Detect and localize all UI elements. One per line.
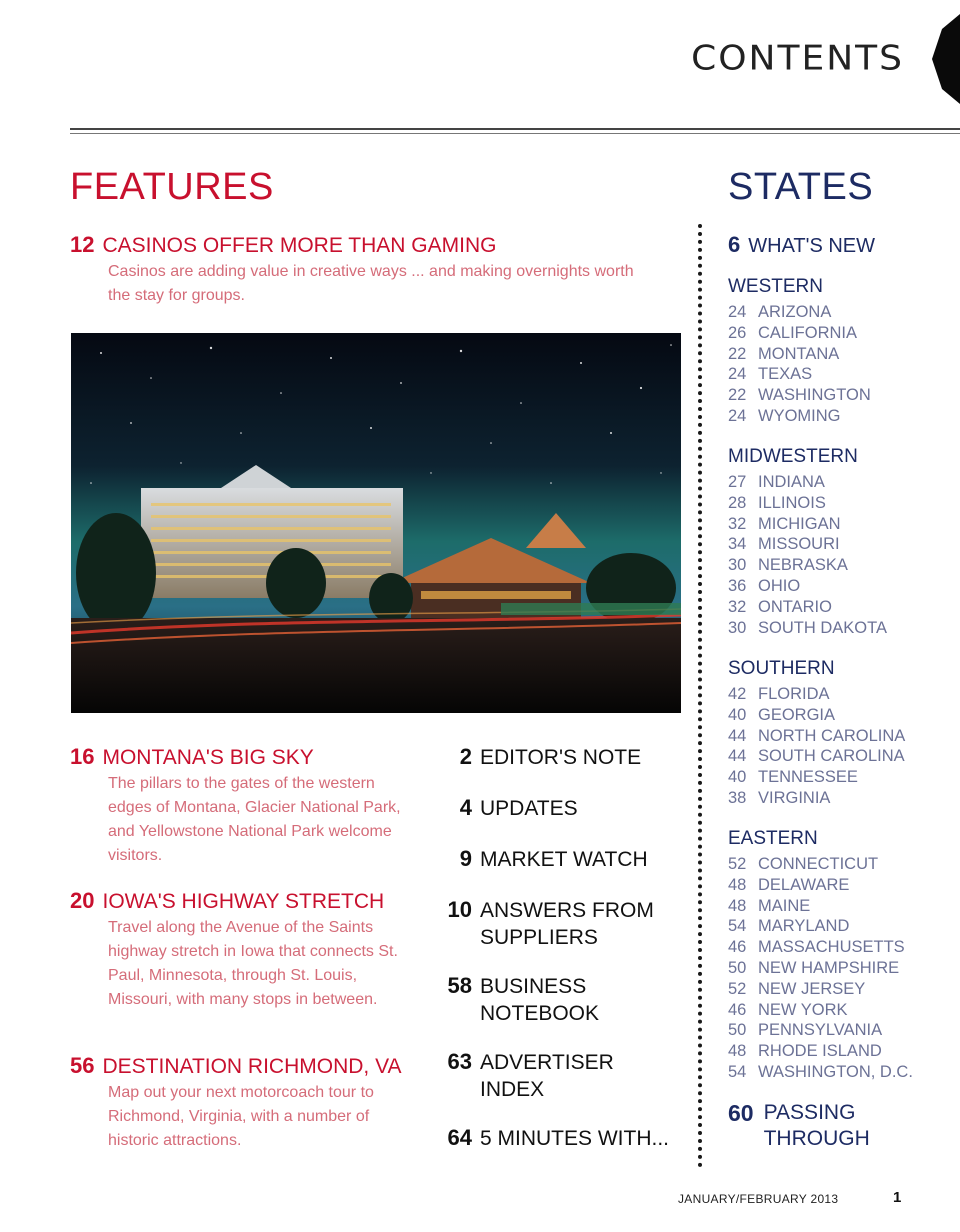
state-page-number: 32 (728, 597, 747, 616)
state-page-number: 54 (728, 1062, 747, 1081)
state-page-number: 48 (728, 875, 747, 894)
state-page-number: 22 (728, 386, 747, 405)
state-page-number: 27 (728, 473, 747, 491)
state-item[interactable] (728, 684, 905, 705)
state-item[interactable] (728, 472, 887, 493)
state-name: MONTANA (758, 344, 840, 363)
state-item[interactable] (728, 514, 887, 535)
state-page-number: 46 (728, 1000, 747, 1019)
dept-label: EDITOR'S NOTE (480, 746, 642, 769)
region-southern: SOUTHERN (728, 658, 835, 679)
dept-page-number: 63 (447, 1049, 472, 1074)
state-name: CONNECTICUT (758, 855, 879, 873)
dept-label: 5 MINUTES WITH... (480, 1127, 669, 1150)
state-item[interactable] (728, 875, 913, 896)
states-heading: STATES (728, 166, 874, 208)
state-page-number: 30 (728, 556, 747, 575)
feature-page-number: 20 (70, 888, 95, 913)
state-name: MASSACHUSETTS (758, 938, 905, 957)
state-name: WYOMING (758, 406, 841, 425)
state-list-southern (728, 684, 905, 809)
feature-label: MONTANA'S BIG SKY (102, 746, 314, 769)
feature-iowa-title[interactable] (70, 888, 384, 914)
state-item[interactable] (728, 406, 871, 427)
dept-label: UPDATES (480, 797, 578, 820)
state-item[interactable] (728, 597, 887, 618)
state-item[interactable] (728, 916, 913, 937)
state-page-number: 32 (728, 514, 747, 533)
state-name: ARIZONA (758, 303, 832, 321)
dept-page-number: 10 (447, 897, 472, 922)
page-number: 1 (893, 1189, 902, 1206)
column-divider (698, 224, 702, 1168)
state-list-midwestern (728, 472, 887, 638)
feature-lead-label: CASINOS OFFER MORE THAN GAMING (102, 234, 497, 257)
state-page-number: 40 (728, 768, 747, 787)
state-page-number: 22 (728, 344, 747, 363)
dept-answers-from-suppliers[interactable] (442, 897, 654, 951)
state-page-number: 44 (728, 726, 747, 745)
state-item[interactable] (728, 854, 913, 875)
state-item[interactable] (728, 767, 905, 788)
state-item[interactable] (728, 344, 871, 365)
state-name: DELAWARE (758, 875, 850, 894)
state-item[interactable] (728, 726, 905, 747)
state-page-number: 40 (728, 705, 747, 724)
feature-iowa-desc: Travel along the Avenue of the Saints highway stretch in Iowa that connects St. Paul, Minnesota, through St. Louis, Missouri, with many stops in between. (108, 919, 398, 1008)
dept-page-number: 4 (459, 795, 472, 820)
state-item[interactable] (728, 364, 871, 385)
state-page-number: 24 (728, 406, 747, 425)
state-page-number: 48 (728, 1042, 747, 1061)
dept-label: ADVERTISER INDEX (480, 1051, 614, 1101)
state-name: WASHINGTON (758, 386, 871, 405)
whats-new-label: WHAT'S NEW (748, 235, 876, 257)
state-name: FLORIDA (758, 685, 830, 703)
state-page-number: 28 (728, 493, 747, 512)
corner-tab-icon (932, 14, 960, 104)
state-name: VIRGINIA (758, 788, 831, 807)
feature-montana-title[interactable] (70, 744, 314, 770)
feature-page-number: 16 (70, 744, 95, 769)
state-item[interactable] (728, 618, 887, 639)
feature-lead-page: 12 (70, 232, 95, 257)
state-name: TEXAS (758, 365, 813, 384)
state-name: MICHIGAN (758, 514, 841, 533)
state-name: INDIANA (758, 473, 825, 491)
feature-page-number: 56 (70, 1053, 95, 1078)
feature-montana-desc: The pillars to the gates of the western edges of Montana, Glacier National Park, and Yellowstone National Park welcome visitors. (108, 775, 401, 864)
state-name: NEW JERSEY (758, 979, 866, 998)
state-item[interactable] (728, 385, 871, 406)
state-item[interactable] (728, 555, 887, 576)
state-item[interactable] (728, 958, 913, 979)
state-item[interactable] (728, 788, 905, 809)
state-item[interactable] (728, 1000, 913, 1021)
state-list-eastern (728, 854, 913, 1083)
state-page-number: 34 (728, 535, 747, 554)
dept-label: ANSWERS FROM SUPPLIERS (480, 899, 654, 949)
state-name: OHIO (758, 576, 801, 595)
dept-page-number: 64 (447, 1125, 472, 1150)
state-name: SOUTH DAKOTA (758, 618, 887, 637)
casino-hero-image[interactable] (71, 333, 681, 713)
region-midwestern: MIDWESTERN (728, 446, 858, 467)
state-item[interactable] (728, 1020, 913, 1041)
state-name: ONTARIO (758, 597, 832, 616)
issue-date: JANUARY/FEBRUARY 2013 (678, 1192, 839, 1206)
state-name: NEW HAMPSHIRE (758, 958, 900, 977)
state-name: NORTH CAROLINA (758, 726, 906, 745)
feature-label: IOWA'S HIGHWAY STRETCH (102, 890, 385, 913)
dept-page-number: 2 (459, 744, 472, 769)
state-page-number: 26 (728, 323, 747, 342)
page-title: CONTENTS (691, 39, 904, 78)
state-item[interactable] (728, 534, 887, 555)
state-name: SOUTH CAROLINA (758, 747, 905, 766)
state-name: RHODE ISLAND (758, 1042, 882, 1061)
state-item[interactable] (728, 302, 871, 323)
state-item[interactable] (728, 1062, 913, 1083)
state-page-number: 30 (728, 618, 747, 637)
state-page-number: 24 (728, 365, 747, 384)
dept-page-number: 58 (447, 973, 472, 998)
state-name: ILLINOIS (758, 493, 826, 512)
feature-lead-desc: Casinos are adding value in creative ways ... and making overnights worth the stay for groups. (108, 263, 634, 304)
state-page-number: 46 (728, 938, 747, 957)
state-page-number: 52 (728, 979, 747, 998)
state-page-number: 38 (728, 788, 747, 807)
feature-richmond-title[interactable] (70, 1053, 402, 1079)
state-name: GEORGIA (758, 705, 836, 724)
dept-label: BUSINESS NOTEBOOK (480, 975, 600, 1025)
state-page-number: 24 (728, 303, 747, 321)
state-item[interactable] (728, 746, 905, 767)
header-rule-thin (70, 133, 960, 134)
state-item[interactable] (728, 937, 913, 958)
state-name: NEBRASKA (758, 556, 848, 575)
dept-page-number: 9 (459, 846, 472, 871)
whats-new-page: 6 (728, 232, 741, 257)
state-name: TENNESSEE (758, 768, 858, 787)
state-page-number: 42 (728, 685, 747, 703)
state-name: MISSOURI (758, 535, 840, 554)
casino-night-photo (71, 333, 681, 713)
features-heading: FEATURES (70, 166, 274, 208)
dept-label: MARKET WATCH (480, 848, 648, 871)
whats-new-link[interactable] (728, 232, 875, 258)
state-name: MARYLAND (758, 917, 850, 936)
dept-updates[interactable] (442, 795, 578, 822)
state-name: PENNSYLVANIA (758, 1021, 883, 1040)
state-item[interactable] (728, 705, 905, 726)
state-item[interactable] (728, 323, 871, 344)
passing-label: PASSING THROUGH (763, 1101, 870, 1150)
state-item[interactable] (728, 1041, 913, 1062)
dept-market-watch[interactable] (442, 846, 648, 873)
passing-page: 60 (728, 1100, 754, 1126)
dept-advertiser-index[interactable] (442, 1049, 614, 1103)
state-name: MAINE (758, 896, 811, 915)
state-page-number: 50 (728, 1021, 747, 1040)
dept-5-minutes-with[interactable] (442, 1125, 669, 1152)
state-item[interactable] (728, 493, 887, 514)
state-name: CALIFORNIA (758, 323, 858, 342)
state-list-western (728, 302, 871, 427)
state-page-number: 50 (728, 958, 747, 977)
state-item[interactable] (728, 576, 887, 597)
state-page-number: 36 (728, 576, 747, 595)
dept-editors-note[interactable] (442, 744, 641, 771)
state-name: NEW YORK (758, 1000, 848, 1019)
feature-lead-title[interactable] (70, 232, 496, 258)
passing-through-link[interactable] (728, 1100, 870, 1152)
feature-richmond-desc: Map out your next motorcoach tour to Richmond, Virginia, with a number of historic attractions. (108, 1084, 374, 1149)
state-page-number: 54 (728, 917, 747, 936)
region-western: WESTERN (728, 276, 823, 297)
feature-label: DESTINATION RICHMOND, VA (102, 1055, 402, 1078)
state-name: WASHINGTON, D.C. (758, 1062, 913, 1081)
region-eastern: EASTERN (728, 828, 818, 849)
state-page-number: 44 (728, 747, 747, 766)
state-page-number: 48 (728, 896, 747, 915)
state-page-number: 52 (728, 855, 747, 873)
dept-business-notebook[interactable] (442, 973, 599, 1027)
state-item[interactable] (728, 896, 913, 917)
header-rule (70, 128, 960, 130)
state-item[interactable] (728, 979, 913, 1000)
